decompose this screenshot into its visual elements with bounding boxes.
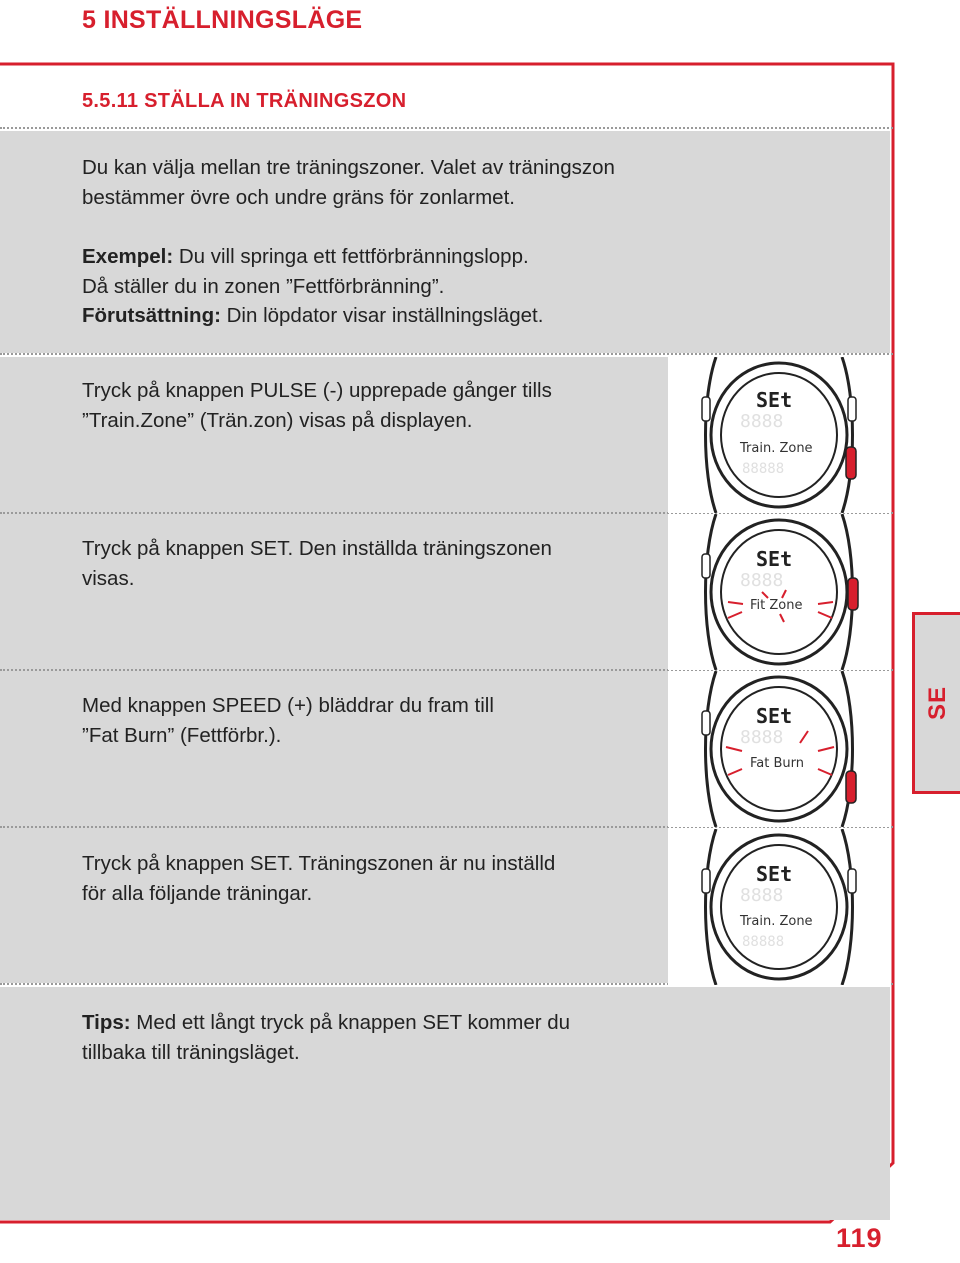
language-tab[interactable] — [912, 612, 960, 794]
example-label: Exempel: — [82, 245, 174, 268]
svg-text:8888: 8888 — [740, 570, 784, 591]
watch-illustration-3 — [668, 671, 890, 827]
svg-text:8888: 8888 — [740, 727, 784, 748]
divider — [0, 353, 893, 355]
chapter-title: 5 INSTÄLLNINGSLÄGE — [82, 6, 363, 34]
page-number: 119 — [836, 1223, 883, 1253]
intro-line: bestämmer övre och undre gräns för zonlarmet. — [82, 185, 515, 209]
prerequisite-line: Förutsättning: Din löpdator visar inställningsläget. — [82, 304, 544, 327]
display-label: Train. Zone — [740, 441, 813, 456]
svg-text:Fit Zone: Fit Zone — [750, 598, 803, 613]
pulse-button-highlight — [846, 447, 856, 479]
tip-text — [82, 1008, 570, 1067]
svg-text:SEt: SEt — [756, 547, 793, 571]
prerequisite-label: Förutsättning: — [82, 304, 221, 327]
language-tab-label: SE — [923, 685, 951, 721]
svg-text:Fat Burn: Fat Burn — [750, 756, 804, 771]
set-button-highlight — [848, 578, 858, 610]
section-title: 5.5.11 STÄLLA IN TRÄNINGSZON — [82, 90, 407, 112]
svg-text:SEt: SEt — [756, 704, 793, 728]
example-line: Då ställer du in zonen ”Fettförbränning”. — [82, 274, 445, 298]
watch-illustration-4 — [668, 829, 890, 985]
watch-illustration-1 — [668, 357, 890, 513]
svg-text:8888: 8888 — [740, 411, 784, 432]
intro-line: Du kan välja mellan tre träningszoner. Valet av träningszon — [82, 156, 615, 179]
svg-text:Train. Zone: Train. Zone — [740, 914, 813, 929]
step-text-4: Tryck på knappen SET. Träningszonen är nu inställd för alla följande träningar. — [82, 852, 556, 905]
step-text-3: Med knappen SPEED (+) bläddrar du fram till ”Fat Burn” (Fettförbr.). — [82, 694, 494, 747]
example-text — [82, 242, 543, 331]
svg-text:SEt: SEt — [756, 862, 793, 886]
speed-button-highlight — [846, 771, 856, 803]
tip-label: Tips: — [82, 1011, 131, 1034]
tip-line: Tips: Med ett långt tryck på knappen SET kommer du — [82, 1011, 571, 1034]
step-text-2: Tryck på knappen SET. Den inställda träningszonen visas. — [82, 537, 552, 590]
watch-illustration-2 — [668, 514, 890, 670]
tip-line: tillbaka till träningsläget. — [82, 1040, 300, 1064]
divider — [0, 127, 893, 129]
step-text-1: Tryck på knappen PULSE (-) upprepade gånger tills ”Train.Zone” (Trän.zon) visas på displayen. — [82, 379, 552, 432]
example-line: Exempel: Du vill springa ett fettförbränningslopp. — [82, 245, 529, 268]
intro-text — [82, 153, 615, 212]
svg-text:88888: 88888 — [742, 461, 785, 477]
svg-text:88888: 88888 — [742, 934, 785, 950]
svg-text:8888: 8888 — [740, 885, 784, 906]
display-set: SEt — [756, 388, 793, 412]
